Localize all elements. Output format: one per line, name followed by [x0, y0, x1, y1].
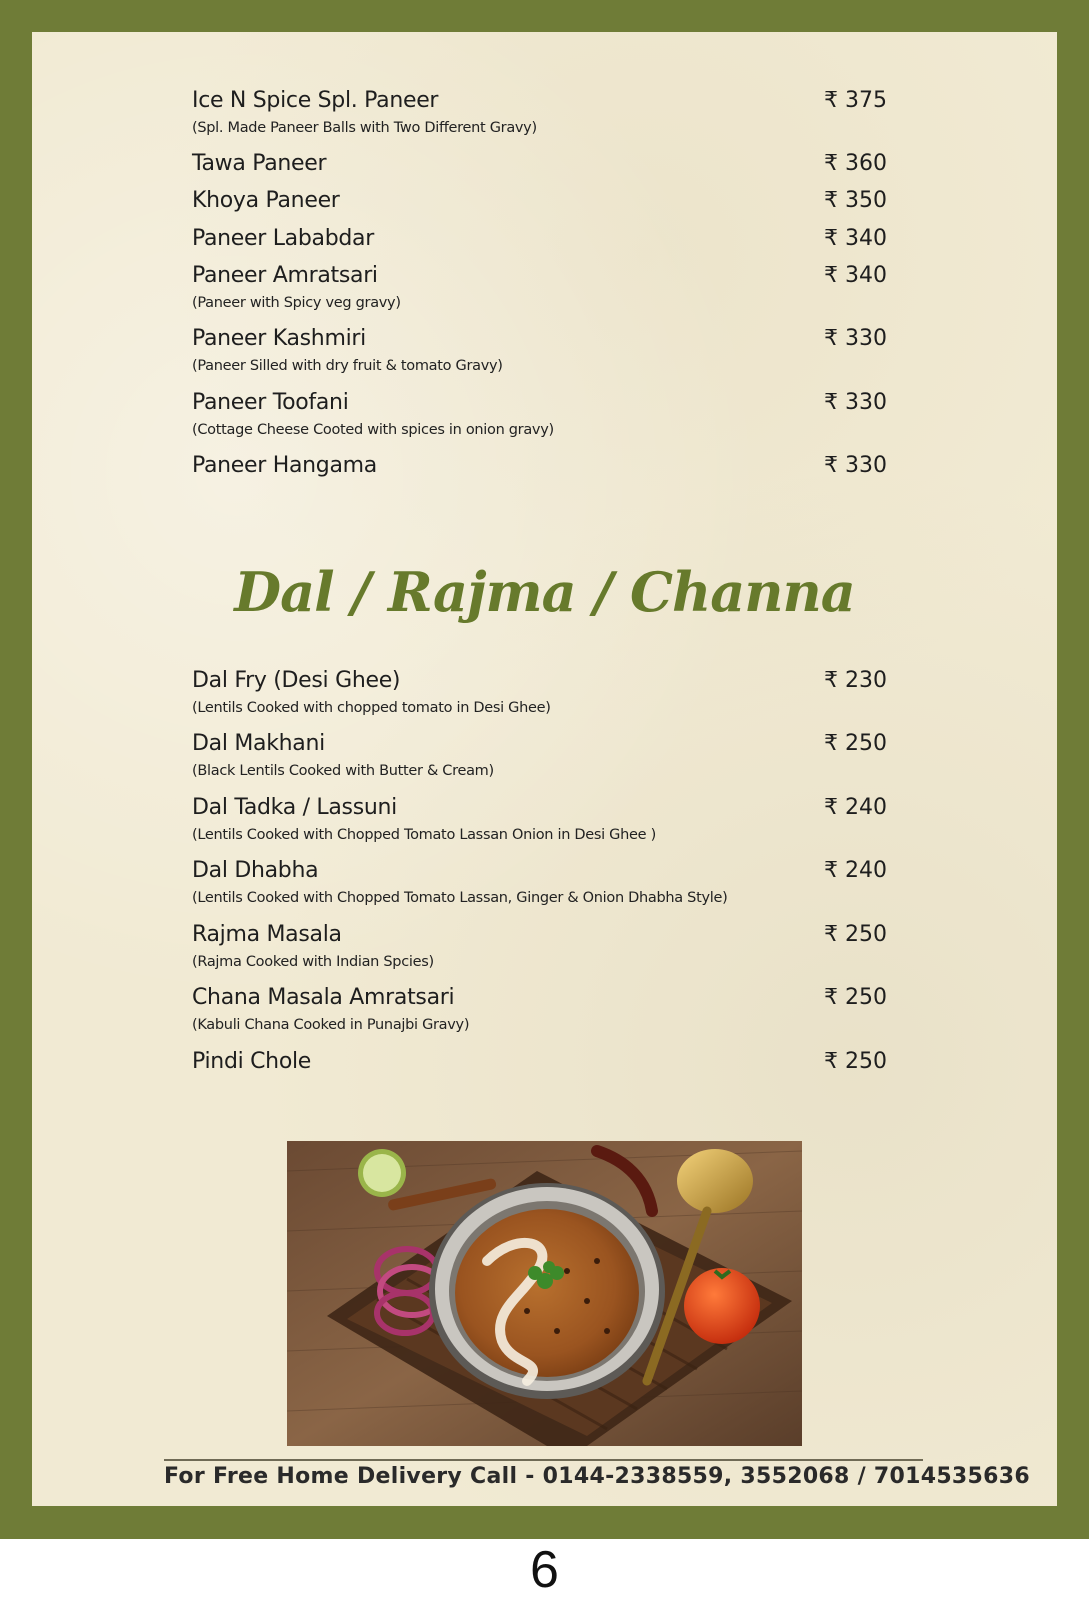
menu-item — [192, 88, 887, 136]
item-price: ₹ 340 — [824, 226, 887, 251]
item-price: ₹ 240 — [824, 795, 887, 820]
menu-item — [192, 731, 887, 779]
item-description: (Paneer with Spicy veg gravy) — [192, 295, 401, 311]
item-description: (Lentils Cooked with Chopped Tomato Lassan Onion in Desi Ghee ) — [192, 827, 656, 843]
item-price: ₹ 250 — [824, 731, 887, 756]
item-name: Khoya Paneer — [192, 188, 340, 213]
item-price: ₹ 230 — [824, 668, 887, 693]
item-description: (Rajma Cooked with Indian Spcies) — [192, 954, 434, 970]
item-name: Tawa Paneer — [192, 151, 327, 176]
item-price: ₹ 375 — [824, 88, 887, 113]
item-name: Paneer Amratsari — [192, 263, 378, 288]
menu-item — [192, 453, 887, 483]
item-description: (Kabuli Chana Cooked in Punajbi Gravy) — [192, 1017, 470, 1033]
item-price: ₹ 360 — [824, 151, 887, 176]
menu-item — [192, 151, 887, 181]
item-price: ₹ 330 — [824, 453, 887, 478]
item-name: Chana Masala Amratsari — [192, 985, 455, 1010]
menu-item — [192, 263, 887, 311]
section-title: Dal / Rajma / Channa — [234, 560, 855, 624]
item-name: Dal Tadka / Lassuni — [192, 795, 397, 820]
item-description: (Lentils Cooked with Chopped Tomato Lassan, Ginger & Onion Dhabha Style) — [192, 890, 728, 906]
item-description: (Lentils Cooked with chopped tomato in Desi Ghee) — [192, 700, 551, 716]
menu-item — [192, 188, 887, 218]
item-name: Dal Fry (Desi Ghee) — [192, 668, 401, 693]
menu-item — [192, 922, 887, 970]
item-price: ₹ 240 — [824, 858, 887, 883]
item-name: Paneer Kashmiri — [192, 326, 366, 351]
item-name: Paneer Toofani — [192, 390, 349, 415]
menu-item — [192, 858, 887, 906]
item-description: (Cottage Cheese Cooted with spices in onion gravy) — [192, 422, 554, 438]
item-price: ₹ 250 — [824, 1049, 887, 1074]
item-name: Paneer Lababdar — [192, 226, 374, 251]
dal-makhani-photo — [287, 1141, 802, 1446]
item-name: Dal Makhani — [192, 731, 325, 756]
menu-item — [192, 985, 887, 1033]
item-description: (Spl. Made Paneer Balls with Two Different Gravy) — [192, 120, 537, 136]
menu-item — [192, 795, 887, 843]
menu-item — [192, 390, 887, 438]
delivery-info: For Free Home Delivery Call - 0144-2338559, 3552068 / 7014535636 — [164, 1464, 1030, 1489]
item-name: Rajma Masala — [192, 922, 342, 947]
item-price: ₹ 250 — [824, 985, 887, 1010]
item-description: (Black Lentils Cooked with Butter & Cream) — [192, 763, 494, 779]
item-price: ₹ 330 — [824, 326, 887, 351]
item-name: Dal Dhabha — [192, 858, 319, 883]
page-number: 6 — [530, 1541, 559, 1599]
item-name: Paneer Hangama — [192, 453, 377, 478]
item-price: ₹ 350 — [824, 188, 887, 213]
item-price: ₹ 330 — [824, 390, 887, 415]
item-price: ₹ 250 — [824, 922, 887, 947]
item-name: Ice N Spice Spl. Paneer — [192, 88, 439, 113]
footer-divider — [164, 1459, 923, 1461]
item-name: Pindi Chole — [192, 1049, 312, 1074]
item-description: (Paneer Silled with dry fruit & tomato Gravy) — [192, 358, 503, 374]
menu-item — [192, 668, 887, 716]
item-price: ₹ 340 — [824, 263, 887, 288]
menu-item — [192, 326, 887, 374]
menu-item — [192, 1049, 887, 1079]
menu-item — [192, 226, 887, 256]
